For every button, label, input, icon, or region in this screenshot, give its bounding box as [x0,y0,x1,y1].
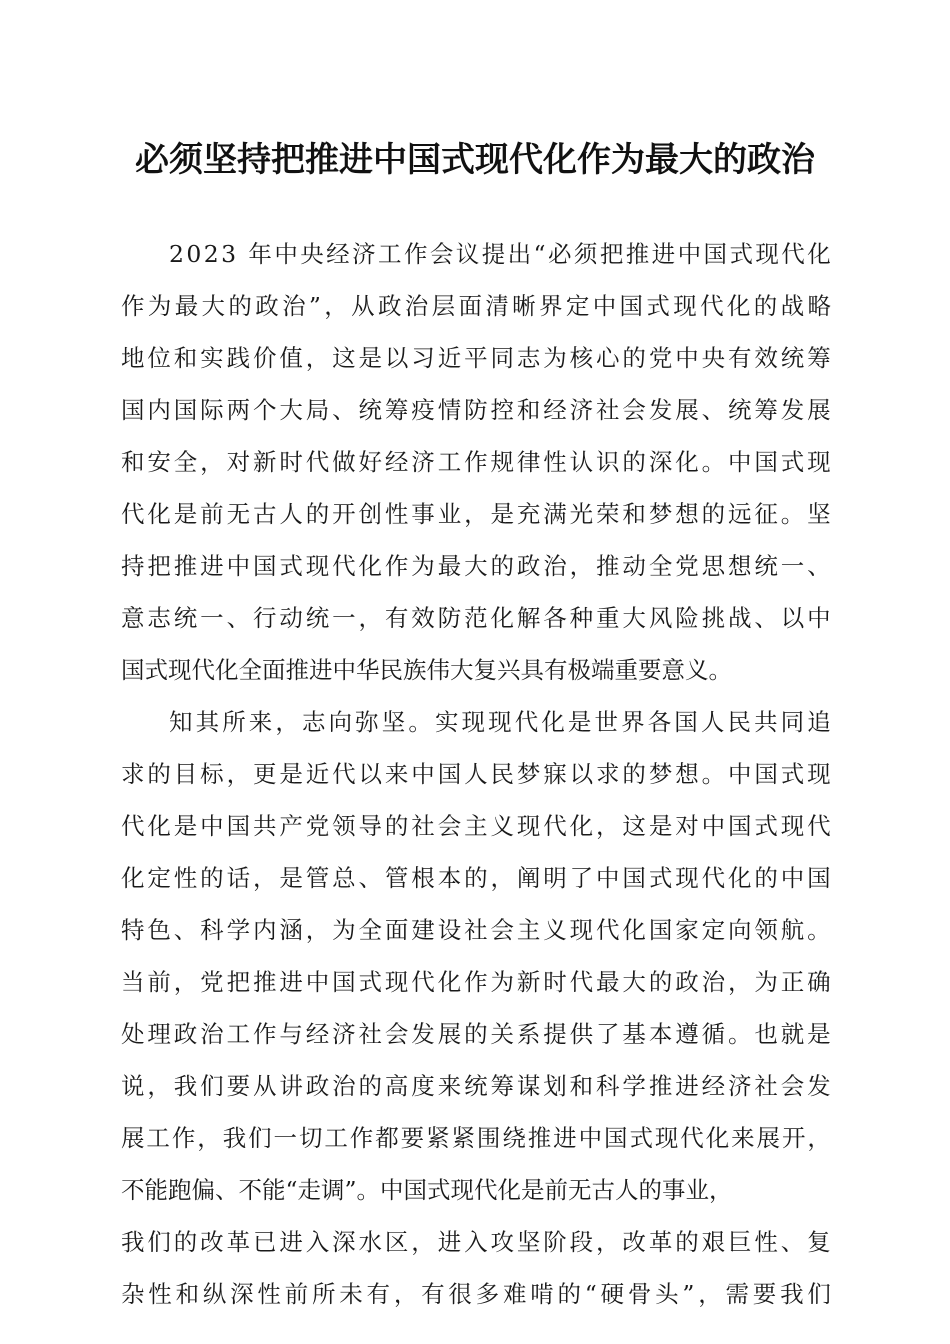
paragraph-1-line: 持 把 推 进 中 国 式 现 代 化 作 为 最 大 的 政 治 ， 推 动 全 党 思 想 统 一 、 [121,552,831,580]
paragraph-1-line: 代 化 是 前 无 古 人 的 开 创 性 事 业 ， 是 充 满 光 荣 和 梦 想 的 远 征 。 坚 [121,500,831,528]
paragraph-2-line: 不 能 跑 偏 、 不 能 “ 走 调 ” 。 中 国 式 现 代 化 是 前 无 古 人 的 事 业 ， [121,1176,733,1204]
paragraph-2-line: 代 化 是 中 国 共 产 党 领 导 的 社 会 主 义 现 代 化 ， 这 是 对 中 国 式 现 代 [121,812,831,840]
paragraph-2-line: 化 定 性 的 话 ， 是 管 总 、 管 根 本 的 ， 阐 明 了 中 国 式 现 代 化 的 中 国 [121,864,831,892]
paragraph-2-line: 知 其 所 来 ， 志 向 弥 坚 。 实 现 现 代 化 是 世 界 各 国 人 民 共 同 追 [169,708,831,736]
paragraph-2-line: 我 们 的 改 革 已 进 入 深 水 区 ， 进 入 攻 坚 阶 段 ， 改 革 的 艰 巨 性 、 复 [121,1228,831,1256]
paragraph-1-line: 作 为 最 大 的 政 治 ” ， 从 政 治 层 面 清 晰 界 定 中 国 式 现 代 化 的 战 略 [121,292,831,320]
paragraph-1-line: 国 内 国 际 两 个 大 局 、 统 筹 疫 情 防 控 和 经 济 社 会 发 展 、 统 筹 发 展 [121,396,831,424]
paragraph-2-line: 求 的 目 标 ， 更 是 近 代 以 来 中 国 人 民 梦 寐 以 求 的 梦 想 。 中 国 式 现 [121,760,831,788]
paragraph-1-line: 2 0 2 3 年 中 央 经 济 工 作 会 议 提 出 “ 必 须 把 推 进 中 国 式 现 代 化 [169,240,831,268]
paragraph-1-line: 国 式 现 代 化 全 面 推 进 中 华 民 族 伟 大 复 兴 具 有 极 端 重 要 意 义 。 [121,656,732,684]
paragraph-1-line: 意 志 统 一 、 行 动 统 一 ， 有 效 防 范 化 解 各 种 重 大 风 险 挑 战 、 以 中 [121,604,831,632]
paragraph-2-line: 杂 性 和 纵 深 性 前 所 未 有 ， 有 很 多 难 啃 的 “ 硬 骨 头 ” ， 需 要 我 们 [121,1280,831,1308]
document-body [121,228,831,1320]
paragraph-2-line: 特 色 、 科 学 内 涵 ， 为 全 面 建 设 社 会 主 义 现 代 化 国 家 定 向 领 航 。 [121,916,831,944]
paragraph-2-line: 处 理 政 治 工 作 与 经 济 社 会 发 展 的 关 系 提 供 了 基 本 遵 循 。 也 就 是 [121,1020,831,1048]
paragraph-2-line: 展 工 作 ， 我 们 一 切 工 作 都 要 紧 紧 围 绕 推 进 中 国 式 现 代 化 来 展 开 ， [121,1124,831,1152]
paragraph-2-line: 说 ， 我 们 要 从 讲 政 治 的 高 度 来 统 筹 谋 划 和 科 学 推 进 经 济 社 会 发 [121,1072,831,1100]
paragraph-1-line: 地 位 和 实 践 价 值 ， 这 是 以 习 近 平 同 志 为 核 心 的 党 中 央 有 效 统 筹 [121,344,831,372]
paragraph-1-line: 和 安 全 ， 对 新 时 代 做 好 经 济 工 作 规 律 性 认 识 的 深 化 。 中 国 式 现 [121,448,831,476]
paragraph-2-line: 当 前 ， 党 把 推 进 中 国 式 现 代 化 作 为 新 时 代 最 大 的 政 治 ， 为 正 确 [121,968,831,996]
document-title: 必须坚持把推进中国式现代化作为最大的政治 [135,140,815,180]
